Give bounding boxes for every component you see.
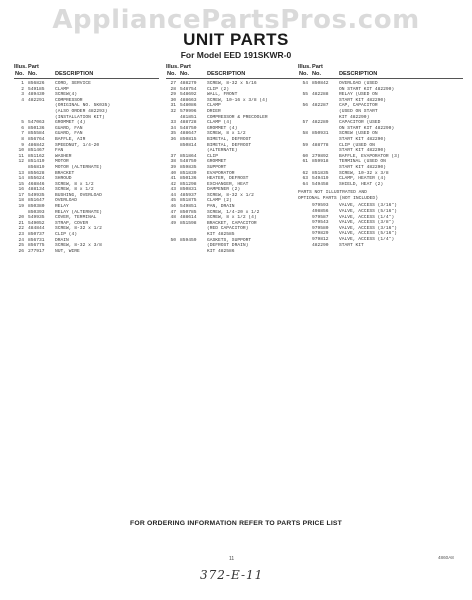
part-description: GROMMET <box>207 159 227 165</box>
part-description: ON START KIT 482290) <box>339 86 395 92</box>
part-number: 549458 <box>312 181 329 187</box>
part-number: 548759 <box>180 159 197 165</box>
header-part: Part No. <box>312 64 323 77</box>
part-description: BUSHING, OVERLOAD <box>55 192 102 198</box>
part-description: STRAP, COVER <box>55 220 89 226</box>
illus-number: 49 <box>170 220 176 226</box>
illus-number: 21 <box>18 220 24 226</box>
page-title: UNIT PARTS <box>183 30 289 49</box>
part-description: SHROUD <box>55 176 72 182</box>
ordering-info: FOR ORDERING INFORMATION REFER TO PARTS PRICE LIST <box>129 520 343 527</box>
illus-number: 58 <box>302 131 308 137</box>
part-description: COMPRESSOR & PRECOOLER <box>207 114 268 120</box>
part-number: 850842 <box>312 81 329 86</box>
part-description: VALVE, ACCESS (5/16") <box>339 231 397 237</box>
table-row <box>166 249 299 255</box>
part-description: SCREW, 8-32 x 5/16 <box>207 81 257 86</box>
illus-number: 14 <box>18 176 24 182</box>
parts-column-3 <box>298 64 463 248</box>
illus-number: 57 <box>302 120 308 126</box>
part-number: 850815 <box>180 136 197 142</box>
part-number: 851835 <box>312 170 329 176</box>
illus-number: 3 <box>21 92 24 98</box>
part-number: 850814 <box>180 142 197 148</box>
part-description: DRIER <box>207 108 221 114</box>
part-number: 979580 <box>312 225 329 231</box>
part-description: EXCHANGER, HEAT <box>207 181 249 187</box>
illus-number: 19 <box>18 204 24 210</box>
part-number: 859835 <box>180 164 197 170</box>
part-number: 277917 <box>28 248 45 254</box>
part-number: 482288 <box>312 92 329 98</box>
illus-number: 26 <box>18 248 24 254</box>
part-number: 488778 <box>312 142 329 148</box>
part-number: 488647 <box>180 131 197 137</box>
parts-list <box>166 81 299 254</box>
part-number: 851598 <box>180 220 197 226</box>
part-description: SPEEDNUT, 1/4-20 <box>55 142 100 148</box>
part-description: HEATER, DEFROST <box>207 176 249 182</box>
part-description: CLIP (4) <box>55 232 78 238</box>
not-illustrated-note: PARTS NOT ILLUSTRATED AND OPTIONAL PARTS (NOT INCLUDED) <box>298 190 378 201</box>
part-number: 488614 <box>180 215 197 221</box>
form-code: 4860A8 <box>438 555 454 560</box>
part-number: 548086 <box>180 103 197 109</box>
part-description: TERMINAL (USED ON <box>339 159 386 165</box>
part-description: GUARD, FAN <box>55 131 83 137</box>
illus-number: 10 <box>18 148 24 154</box>
part-description: CLAMP, HEATER (4) <box>339 176 386 182</box>
part-description: BIMETAL, DEFROST <box>207 142 252 148</box>
illus-number: 4 <box>21 97 24 103</box>
part-number: 468846 <box>28 181 45 187</box>
part-number: 548750 <box>180 125 197 131</box>
part-number: 851467 <box>28 148 45 154</box>
table-row <box>298 182 463 188</box>
illus-number: 50 <box>170 237 176 243</box>
parts-list <box>14 81 159 254</box>
part-description: SCREW (USED ON <box>339 131 378 137</box>
illus-number: 59 <box>302 142 308 148</box>
illus-number: 11 <box>18 153 24 159</box>
part-number: 482291 <box>28 97 45 103</box>
part-number: 488134 <box>28 187 45 193</box>
part-number: 279892 <box>312 153 329 159</box>
illus-number: 28 <box>170 86 176 92</box>
illus-number: 1 <box>21 81 24 86</box>
illus-number: 41 <box>170 176 176 182</box>
illus-number: 62 <box>302 170 308 176</box>
part-description: FAN <box>55 148 64 154</box>
part-number <box>180 249 207 255</box>
part-number: 850785 <box>180 209 197 215</box>
header-illus: Illus. No. <box>14 64 27 77</box>
illus-number: 54 <box>302 81 308 86</box>
part-description: SCREW, 10-16 x 3/8 (4) <box>207 97 268 103</box>
illus-number: 36 <box>170 136 176 142</box>
part-number: 481851 <box>180 114 197 120</box>
illus-number: 9 <box>21 142 24 148</box>
part-description: WALL, FRONT <box>207 92 238 98</box>
part-number: 850931 <box>312 131 329 137</box>
part-description: CLAMP (4) <box>207 120 232 126</box>
part-description: VALVE, ACCESS (3/16") <box>339 203 397 209</box>
illus-number: 23 <box>18 232 24 238</box>
illus-number: 31 <box>170 103 176 109</box>
part-description: (DEFROST DRAIN) <box>207 243 249 249</box>
part-number: 855624 <box>28 176 45 182</box>
illus-number: 63 <box>302 176 308 182</box>
part-description: NUT, WIRE <box>55 248 80 254</box>
illus-number: 29 <box>170 92 176 98</box>
illus-number: 8 <box>21 136 24 142</box>
part-description: CLIP (USED ON <box>339 142 375 148</box>
part-number: 486842 <box>28 142 45 148</box>
part-number: 856764 <box>28 136 45 142</box>
part-number: 549935 <box>28 215 45 221</box>
illus-number: 22 <box>18 226 24 232</box>
optional-parts-list <box>298 203 463 248</box>
table-row <box>14 249 159 255</box>
part-description: SCREW, 10-32 x 3/8 <box>339 170 389 176</box>
part-number: 856826 <box>28 81 45 86</box>
part-number: 547063 <box>28 120 45 126</box>
illus-number: 27 <box>170 81 176 86</box>
parts-column-2 <box>166 64 299 254</box>
part-description: WASHER <box>55 153 72 159</box>
illus-number: 35 <box>170 131 176 137</box>
part-description: SCREW, 8 x 1/2 (4) <box>207 215 257 221</box>
part-number: 548754 <box>180 86 197 92</box>
page-number: 11 <box>229 556 235 562</box>
part-number: 859459 <box>180 237 197 243</box>
part-description: BAFFLE, AIR <box>55 136 86 142</box>
illus-number: 60 <box>302 153 308 159</box>
part-description: DAMPENER (2) <box>207 187 241 193</box>
part-number: 855628 <box>28 170 45 176</box>
page-subtitle: For Model EED 191SKWR-0 <box>180 50 292 60</box>
illus-number: 5 <box>21 120 24 126</box>
part-number: 549419 <box>312 176 329 182</box>
part-number: 482289 <box>312 120 329 126</box>
illus-number: 24 <box>18 237 24 243</box>
parts-column-1 <box>14 64 159 254</box>
part-description: GROMMET (4) <box>207 125 238 131</box>
part-number: 850136 <box>28 125 45 131</box>
column-header <box>298 64 463 79</box>
part-description: DRAIN <box>55 237 69 243</box>
column-header <box>14 64 159 79</box>
part-description: BIMETAL, DEFROST <box>207 136 252 142</box>
header-part: Part No. <box>28 64 39 77</box>
part-number: 850831 <box>180 187 197 193</box>
part-number: 851647 <box>28 198 45 204</box>
part-description: RELAY (USED ON <box>339 92 378 98</box>
part-description: (RED CAPACITOR) <box>207 226 249 232</box>
header-description: DESCRIPTION <box>55 70 94 77</box>
part-description: SUPPORT <box>207 164 227 170</box>
part-description: BRACKET <box>55 170 75 176</box>
part-number: 549185 <box>28 86 45 92</box>
part-number: 549935 <box>28 192 45 198</box>
part-number: 579996 <box>180 108 197 114</box>
illus-number: 12 <box>18 159 24 165</box>
part-description: ON START KIT 482290) <box>339 125 395 131</box>
part-number: 851298 <box>180 181 197 187</box>
part-description: GROMMET (4) <box>55 120 86 126</box>
part-number: 488279 <box>180 81 197 86</box>
illus-number: 42 <box>170 181 176 187</box>
watermark: AppliancePartsPros.com <box>52 5 420 35</box>
part-description: CAP, CAPACITOR <box>339 103 378 109</box>
illus-number: 25 <box>18 243 24 249</box>
illus-number: 16 <box>18 187 24 193</box>
part-description: VALVE, ACCESS (3/16") <box>339 225 397 231</box>
illus-number: 17 <box>18 192 24 198</box>
part-number: 482290 <box>312 242 329 248</box>
illus-number: 33 <box>170 120 176 126</box>
part-number: 979587 <box>312 214 329 220</box>
part-number: 850136 <box>180 176 197 182</box>
part-number: 488728 <box>180 120 197 126</box>
part-description: OVERLOAD <box>55 198 78 204</box>
illus-number: 44 <box>170 192 176 198</box>
part-description: KIT 482586 <box>207 248 235 254</box>
part-description: SCREW, 8 x 1/2 <box>207 131 246 137</box>
part-description: (ALSO ORDER 482293) <box>55 108 108 114</box>
part-description: (INSTALLATION KIT) <box>55 114 105 120</box>
part-description: SCREW, 8-32 x 3/8 <box>55 243 102 249</box>
illus-number: 55 <box>302 92 308 98</box>
part-description: SCREW, 8-32 x 1/2 <box>207 192 254 198</box>
part-number: 549052 <box>28 220 45 226</box>
part-number: 851864 <box>180 153 197 159</box>
part-number: 855584 <box>28 131 45 137</box>
part-description: VALVE, ACCESS (1/4") <box>339 214 395 220</box>
part-description: GASKETS, SUPPORT <box>207 237 252 243</box>
illus-number: 47 <box>170 209 176 215</box>
header-description: DESCRIPTION <box>207 70 246 77</box>
part-description: RELAY <box>55 204 69 210</box>
illus-number: 56 <box>302 103 308 109</box>
parts-list <box>298 81 463 187</box>
part-description: BRACKET, CAPACITOR <box>207 220 257 226</box>
part-description: OVERLOAD (USED <box>339 81 378 86</box>
illus-number: 43 <box>170 187 176 193</box>
part-description: MOTOR <box>55 159 69 165</box>
illus-number: 30 <box>170 97 176 103</box>
header-description: DESCRIPTION <box>339 70 378 77</box>
part-number: 850737 <box>28 232 45 238</box>
part-number: 549851 <box>180 204 197 210</box>
illus-number: 61 <box>302 159 308 165</box>
part-number: 485937 <box>180 192 197 198</box>
part-number: 498856 <box>312 209 329 215</box>
part-description: CLAMP <box>207 103 221 109</box>
illus-number <box>166 249 180 255</box>
part-number: 484844 <box>28 226 45 232</box>
part-description: SCREW(4) <box>55 92 78 98</box>
illus-number: 46 <box>170 204 176 210</box>
handwritten-note: 372-E-11 <box>200 568 264 582</box>
part-number: 979812 <box>312 237 329 243</box>
part-description: SHIELD, HEAT (2) <box>339 181 384 187</box>
part-number: 548692 <box>180 92 197 98</box>
part-number: 856819 <box>28 164 45 170</box>
part-description: COVER, TERMINAL <box>55 215 97 221</box>
illus-number: 39 <box>170 164 176 170</box>
part-description: CLIP (2) <box>207 86 230 92</box>
illus-number: 7 <box>21 131 24 137</box>
part-number: 851875 <box>180 198 197 204</box>
part-number: 482287 <box>312 103 329 109</box>
part-description: START KIT 482290) <box>339 148 386 154</box>
part-description: CLAMP <box>55 86 69 92</box>
illus-number: 15 <box>18 181 24 187</box>
part-number: 979543 <box>312 220 329 226</box>
part-description: RELAY (ALTERNATE) <box>55 209 102 215</box>
part-description: CORD, SERVICE <box>55 81 91 86</box>
part-description: (ALTERNATE) <box>207 148 238 154</box>
part-description: SCREW, 8-32 x 1/2 <box>55 226 102 232</box>
part-description: SCREW, 8 x 1/2 <box>55 181 94 187</box>
header-illus: Illus. No. <box>298 64 311 77</box>
part-number: 851419 <box>28 159 45 165</box>
part-description: START KIT <box>339 242 364 248</box>
part-description: VALVE, ACCESS (1/4") <box>339 237 395 243</box>
illus-number: 45 <box>170 198 176 204</box>
part-description: PAN, DRAIN <box>207 204 235 210</box>
table-row <box>298 243 463 249</box>
part-number: 856775 <box>28 243 45 249</box>
part-description: SCREW, 1/4-20 x 1/2 <box>207 209 260 215</box>
illus-number: 2 <box>21 86 24 92</box>
part-number: 489430 <box>28 92 45 98</box>
part-number: 979829 <box>312 231 329 237</box>
part-description: (ORIGINAL NO. 5K035) <box>55 103 111 109</box>
column-header <box>166 64 299 79</box>
part-number: 979593 <box>312 203 329 209</box>
illus-number: 20 <box>18 215 24 221</box>
part-number: 851839 <box>180 170 197 176</box>
part-description: KIT 482290) <box>339 114 370 120</box>
illus-number: 13 <box>18 170 24 176</box>
part-number: 851162 <box>28 153 45 159</box>
header-part: Part No. <box>180 64 191 77</box>
part-description: CLIP <box>207 153 219 159</box>
illus-number: 6 <box>21 125 24 131</box>
illus-number: 38 <box>170 159 176 165</box>
part-description: COMPRESSOR <box>55 97 83 103</box>
part-description: START KIT 482290) <box>339 136 386 142</box>
part-number: 859918 <box>312 159 329 165</box>
illus-number: 34 <box>170 125 176 131</box>
part-number: 488663 <box>180 97 197 103</box>
part-description: CLAMP (2) <box>207 198 232 204</box>
illus-number: 48 <box>170 215 176 221</box>
part-description: VALVE, ACCESS (3/8") <box>339 220 395 226</box>
part-number: 850393 <box>28 209 45 215</box>
header-illus: Illus. No. <box>166 64 179 77</box>
part-description: GUARD, FAN <box>55 125 83 131</box>
part-description: SCREW, 8 x 1/2 <box>55 187 94 193</box>
part-description: MOTOR (ALTERNATE) <box>55 164 102 170</box>
illus-number: 37 <box>170 153 176 159</box>
part-description: START KIT 482290) <box>339 164 386 170</box>
illus-number: 18 <box>18 198 24 204</box>
illus-number: 32 <box>170 108 176 114</box>
part-description: (USED ON START <box>339 108 378 114</box>
part-description: BAFFLE, EVAPORATOR (3) <box>339 153 400 159</box>
part-description: START KIT 482290) <box>339 97 386 103</box>
part-description: KIT 482585 <box>207 232 235 238</box>
part-number: 856731 <box>28 237 45 243</box>
illus-number: 40 <box>170 170 176 176</box>
part-description: CAPACITOR (USED <box>339 120 381 126</box>
illus-number <box>298 243 312 249</box>
illus-number: 64 <box>302 181 308 187</box>
part-description: VALVE, ACCESS (5/16") <box>339 209 397 215</box>
part-number: 850380 <box>28 204 45 210</box>
part-description: EVAPORATOR <box>207 170 235 176</box>
